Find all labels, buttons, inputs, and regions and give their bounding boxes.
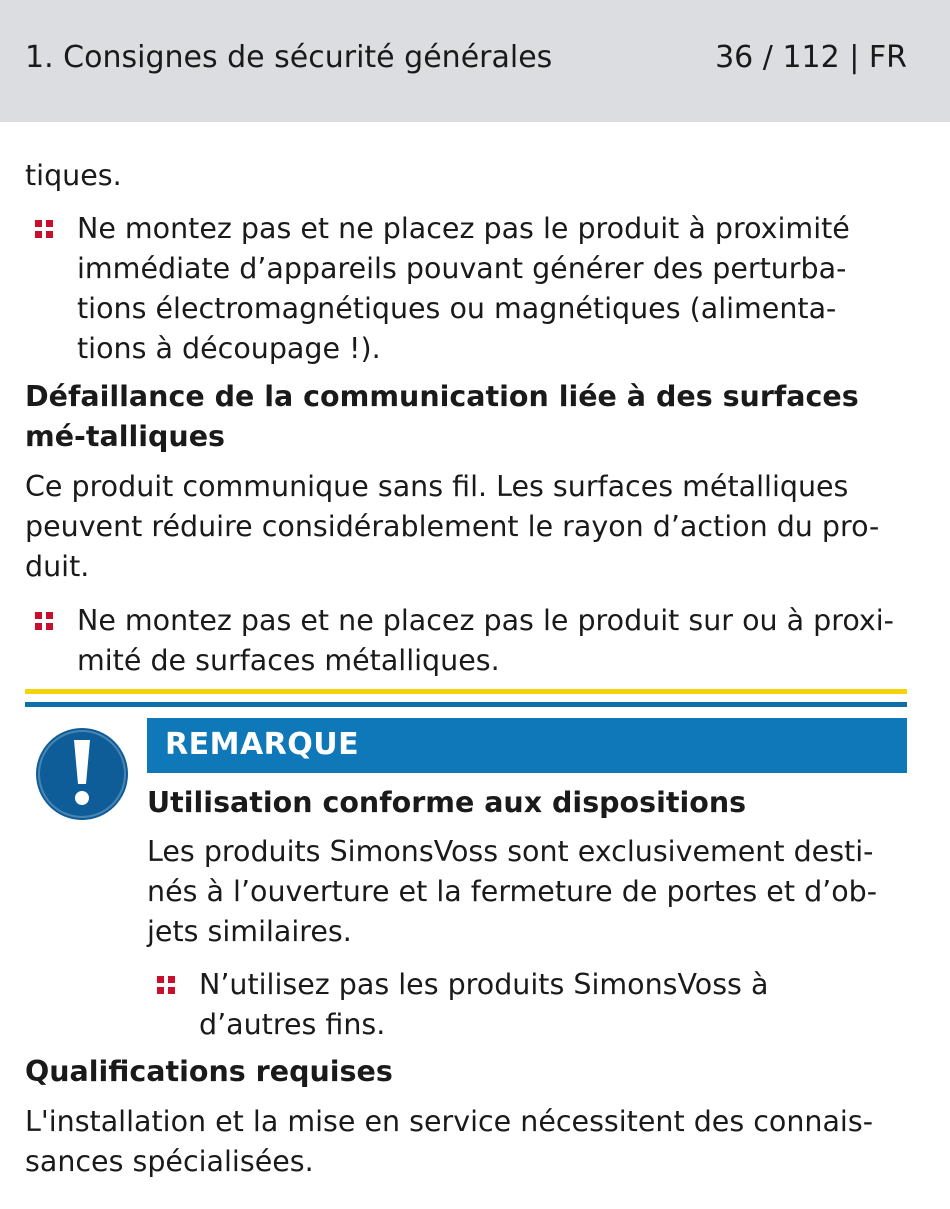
section-heading: Qualifications requises bbox=[25, 1055, 393, 1088]
paragraph: Ce produit communique sans fil. Les surfaces métalliques peuvent réduire considérablement le rayon d’action du pro-duit. bbox=[25, 470, 880, 583]
divider-blue bbox=[25, 702, 907, 707]
page-number: 36 / 112 | FR bbox=[715, 40, 907, 75]
note-banner bbox=[147, 718, 907, 773]
page-header bbox=[0, 0, 950, 122]
section-title: 1. Consignes de sécurité générales bbox=[25, 40, 553, 75]
bullet-text: Ne montez pas et ne placez pas le produit à proximité immédiate d’appareils pouvant générer des perturba-tions électromagnétiques ou magnétiques (alimenta-tions à découpage !). bbox=[77, 212, 850, 365]
bullet-text: N’utilisez pas les produits SimonsVoss à d’autres fins. bbox=[199, 968, 769, 1041]
divider-yellow bbox=[25, 689, 907, 694]
note-label: REMARQUE bbox=[165, 727, 360, 762]
note-text: Les produits SimonsVoss sont exclusivement desti-nés à l’ouverture et la fermeture de portes et d’ob-jets similaires. bbox=[147, 835, 878, 948]
exclamation-icon bbox=[34, 726, 130, 822]
bullet-icon bbox=[35, 612, 53, 630]
bullet-icon bbox=[35, 220, 53, 238]
bullet-icon bbox=[157, 976, 175, 994]
paragraph-continuation: tiques. bbox=[25, 159, 122, 192]
bullet-text: Ne montez pas et ne placez pas le produit sur ou à proxi-mité de surfaces métalliques. bbox=[77, 604, 894, 677]
paragraph: L'installation et la mise en service nécessitent des connais-sances spécialisées. bbox=[25, 1105, 873, 1178]
section-heading: Défaillance de la communication liée à des surfaces mé-talliques bbox=[25, 380, 859, 453]
note-title: Utilisation conforme aux dispositions bbox=[147, 786, 747, 819]
